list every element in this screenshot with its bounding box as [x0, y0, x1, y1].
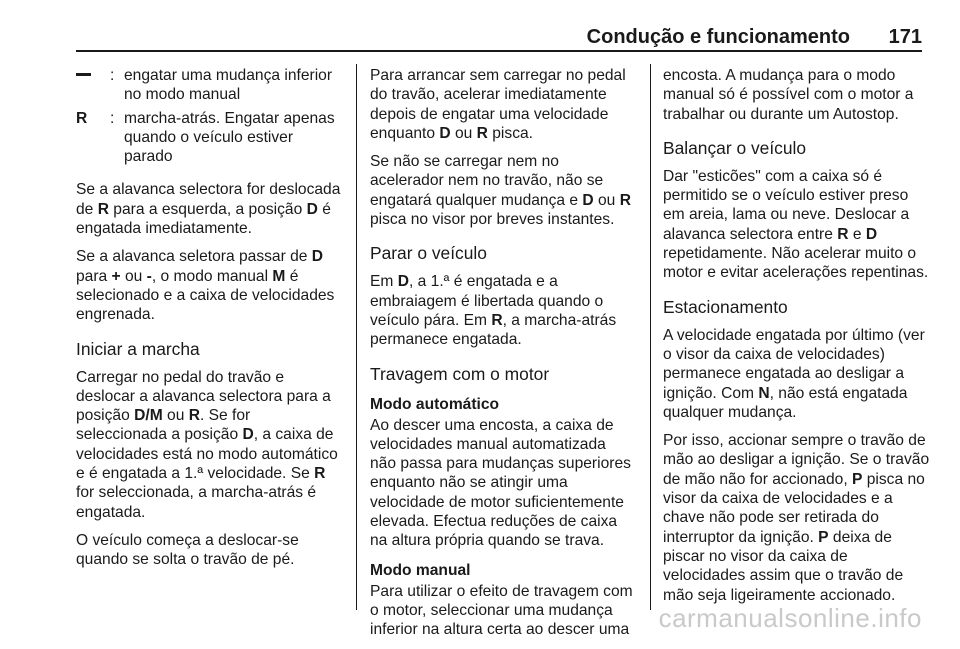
paragraph: O veículo começa a deslocar-se quando se solta o travão de pé.	[76, 531, 299, 569]
column-divider	[356, 64, 357, 610]
paragraph: Dar "esticões" com a caixa só é permitido se o veículo estiver preso em areia, lama ou neve. Deslocar a alavanca selectora entre R e D repetidamente. Não acelerar muito o motor e evitar acelerações repentinas.	[663, 167, 929, 282]
column-1	[76, 66, 342, 579]
paragraph: Carregar no pedal do travão e deslocar a alavanca selectora para a posição D/M ou R. Se for seleccionada a posição D, a caixa de velocidades está no modo automático e é engatada a 1.ª velocidade. Se R for seleccionada, a marcha-atrás é engatada.	[76, 368, 338, 521]
paragraph: Ao descer uma encosta, a caixa de velocidades manual automatizada não passa para mudanças superiores enquanto não se atingir uma velocidade de motor suficientemente elevada. Efectua reduções de caixa na altura própria quando se trava.	[370, 416, 631, 550]
paragraph: Se não se carregar nem no acelerador nem no travão, não se engatará qualquer mudança e D ou R pisca no visor por breves instantes.	[370, 153, 631, 229]
page-title: Condução e funcionamento	[586, 26, 850, 48]
list-key: R	[76, 109, 88, 127]
section-heading: Balançar o veículo	[663, 137, 807, 158]
paragraph: Para utilizar o efeito de travagem com o motor, seleccionar uma mudança inferior na altura certa ao descer uma	[370, 582, 633, 639]
column-divider	[650, 64, 651, 610]
section-heading: Estacionamento	[663, 296, 788, 317]
section-heading: Iniciar a marcha	[76, 338, 200, 359]
list-text: marcha-atrás. Engatar apenas quando o veículo estiver parado	[124, 109, 335, 166]
list-item: : engatar uma mudança inferior no modo manual	[76, 66, 342, 105]
paragraph: A velocidade engatada por último (ver o visor da caixa de velocidades) permanece engatada ao desligar a ignição. Com N, não está engatada qualquer mudança.	[663, 326, 925, 421]
column-2	[370, 66, 636, 649]
list-key-minus	[76, 66, 110, 105]
page-header	[76, 18, 922, 52]
paragraph: Para arrancar sem carregar no pedal do travão, acelerar imediatamente depois de engatar uma velocidade enquanto D ou R pisca.	[370, 67, 626, 142]
paragraph: Se a alavanca selectora for deslocada de R para a esquerda, a posição D é engatada imediatamente.	[76, 181, 341, 238]
column-3	[663, 66, 931, 614]
watermark-text: carmanualsonline.info	[658, 603, 922, 633]
section-heading: Travagem com o motor	[370, 363, 550, 384]
paragraph: Em D, a 1.ª é engatada e a embraiagem é libertada quando o veículo pára. Em R, a marcha-atrás permanece engatada.	[370, 273, 617, 349]
subsection-heading: Modo manual	[370, 561, 471, 579]
subsection-heading: Modo automático	[370, 395, 500, 413]
section-heading: Parar o veículo	[370, 243, 487, 264]
paragraph: Se a alavanca seletora passar de D para + ou -, o modo manual M é selecionado e a caixa de velocidades engrenada.	[76, 248, 335, 324]
list-text: engatar uma mudança inferior no modo manual	[124, 67, 333, 104]
paragraph: encosta. A mudança para o modo manual só é possível com o motor a trabalhar ou durante um Autostop.	[663, 67, 914, 123]
page-number: 171	[888, 26, 922, 48]
minus-icon	[76, 73, 91, 76]
list-item: R : marcha-atrás. Engatar apenas quando o veículo estiver parado	[76, 109, 342, 167]
paragraph: Por isso, accionar sempre o travão de mão ao desligar a ignição. Se o travão de mão não for accionado, P pisca no visor da caixa de velocidades e a chave não pode ser retirada do interruptor da ignição. P deixa de piscar no visor da caixa de velocidades assim que o travão de mão seja ligeiramente accionado.	[663, 432, 930, 604]
